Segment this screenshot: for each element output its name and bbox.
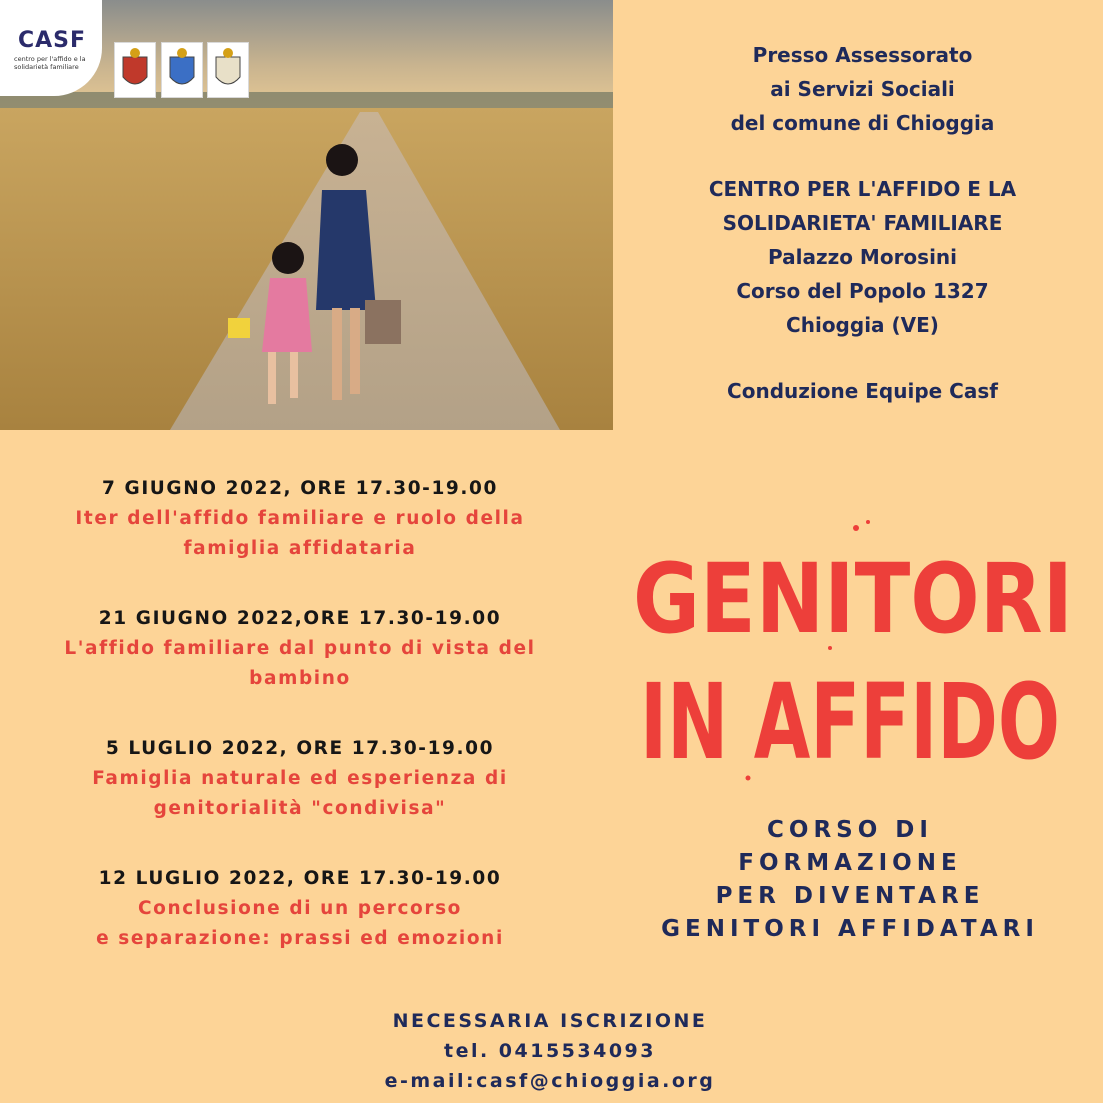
course-line: CORSO DI — [767, 817, 933, 843]
venue-info — [640, 38, 1085, 408]
casf-logo — [0, 0, 102, 96]
session-topic: bambino — [249, 668, 351, 689]
session-topic: Famiglia naturale ed esperienza di — [92, 768, 508, 789]
session-date: 12 LUGLIO 2022, ORE 17.30-19.00 — [98, 868, 502, 889]
course-title — [620, 814, 1080, 946]
session-topic: famiglia affidataria — [183, 538, 417, 559]
session-date: 21 GIUGNO 2022,ORE 17.30-19.00 — [98, 608, 502, 629]
address-line: Palazzo Morosini — [767, 245, 958, 269]
session-topic: genitorialità "condivisa" — [153, 798, 447, 819]
email-address: e-mail:casf@chioggia.org — [384, 1070, 716, 1092]
crest-icon — [114, 42, 156, 98]
venue-line: del comune di Chioggia — [730, 111, 995, 135]
session-topic: Conclusione di un percorso — [138, 898, 462, 919]
contact-block — [300, 1006, 800, 1096]
course-line: GENITORI AFFIDATARI — [661, 916, 1039, 942]
course-line: PER DIVENTARE — [715, 883, 985, 909]
logo-text: CASF — [18, 28, 87, 53]
course-line: FORMAZIONE — [738, 850, 962, 876]
phone-number: tel. 0415534093 — [443, 1040, 657, 1062]
center-name: CENTRO PER L'AFFIDO E LA — [708, 177, 1017, 201]
session-topic: Iter dell'affido familiare e ruolo della — [75, 508, 525, 529]
crest-icon — [161, 42, 203, 98]
venue-line: ai Servizi Sociali — [770, 77, 955, 101]
session-topic: L'affido familiare dal punto di vista del — [64, 638, 536, 659]
venue-line: Presso Assessorato — [752, 43, 973, 67]
session-date: 5 LUGLIO 2022, ORE 17.30-19.00 — [105, 738, 495, 759]
session-topic: e separazione: prassi ed emozioni — [96, 928, 504, 949]
session-item — [0, 864, 600, 954]
crest-icon — [207, 42, 249, 98]
session-item — [0, 734, 600, 824]
headline-line-2: IN AFFIDO — [640, 661, 1060, 783]
headline — [618, 520, 1088, 790]
session-item — [0, 604, 600, 694]
center-name: SOLIDARIETA' FAMILIARE — [722, 211, 1003, 235]
conduction-line: Conduzione Equipe Casf — [727, 379, 998, 403]
address-line: Chioggia (VE) — [786, 313, 939, 337]
session-date: 7 GIUGNO 2022, ORE 17.30-19.00 — [102, 478, 498, 499]
registration-note: NECESSARIA ISCRIZIONE — [392, 1010, 708, 1032]
session-list — [0, 474, 600, 994]
address-line: Corso del Popolo 1327 — [736, 279, 989, 303]
session-item — [0, 474, 600, 564]
logo-subtitle: centro per l'affido e la solidarietà familiare — [14, 55, 86, 71]
headline-line-1: GENITORI — [633, 543, 1073, 655]
